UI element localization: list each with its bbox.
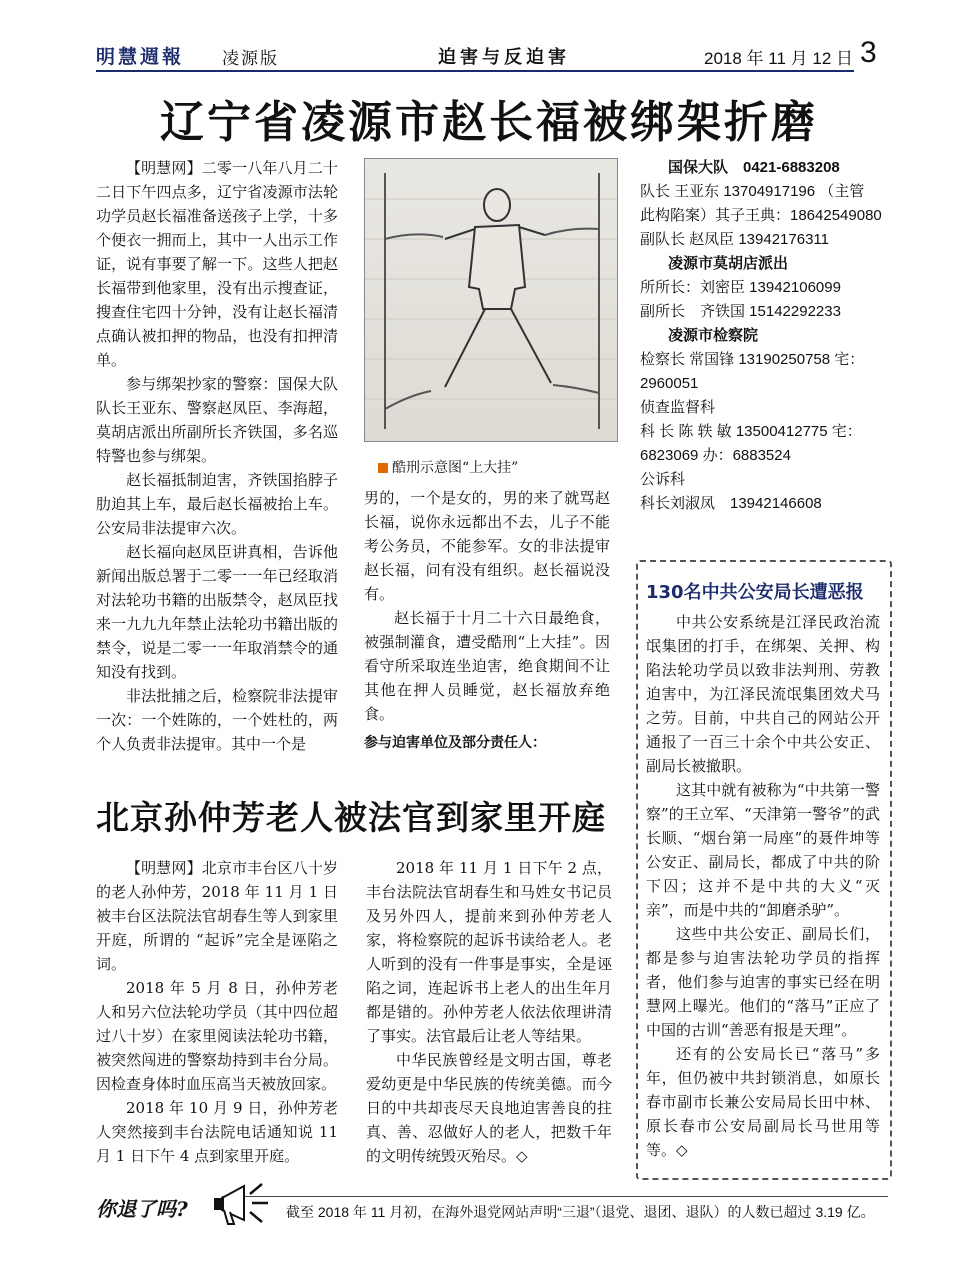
paragraph: 还有的公安局长已“落马”多年，但仍被中共封锁消息，如原长春市副市长兼公安局局长田中林、原长春市公安局副局长马世用等等。◇ — [646, 1045, 880, 1159]
paragraph: 中共公安系统是江泽民政治流氓集团的打手，在绑架、关押、构陷法轮功学员以致非法判刑、劳教迫害中，为江泽民流氓集团效犬马之劳。目前，中共自己的网站公开通报了一百三十余个中共公安正、副局长被撤职。 — [646, 613, 880, 775]
photo-caption — [378, 457, 518, 477]
torture-illustration — [364, 158, 618, 442]
paragraph: 赵长福于十月二十六日最绝食，被强制灌食，遭受酷刑“上大挂”。因看守所采取连坐迫害，绝食期间不让其他在押人员睡觉，赵长福放弃绝食。 — [364, 609, 610, 723]
contact-line: 副所长 齐铁国 15142292233 — [640, 303, 841, 320]
square-icon — [378, 463, 388, 473]
article2-column-d — [96, 856, 338, 1168]
contact-line: 所所长：刘密臣 13942106099 — [640, 279, 841, 296]
footer-rule — [222, 1196, 888, 1197]
sidebar-body — [646, 610, 880, 1162]
contact-line: 凌源市莫胡店派出 — [668, 255, 789, 272]
article2-title: 北京孙仲芳老人被法官到家里开庭 — [96, 798, 606, 837]
article1-column-a — [96, 156, 338, 756]
article1-column-b — [364, 486, 610, 726]
megaphone-icon — [210, 1176, 280, 1232]
edition-label: 凌源版 — [222, 49, 279, 69]
footer-text: 截至 2018 年 11 月初，在海外退党网站声明“三退”（退党、退团、退队）的人数已超过 3.19 亿。 — [286, 1204, 875, 1220]
contact-line: 侦查监督科 — [640, 399, 716, 416]
paragraph: 2018 年 10 月 9 日，孙仲芳老人突然接到丰台法院电话通知说 11 月 1 日下午 4 点到家里开庭。 — [96, 1099, 338, 1165]
contact-line: 队长 王亚东 13704917196 （主管 — [640, 183, 865, 200]
page-number: 3 — [860, 36, 877, 69]
article1-title: 辽宁省凌源市赵长福被绑架折磨 — [160, 97, 818, 148]
paragraph: 赵长福向赵凤臣讲真相，告诉他新闻出版总署于二零一一年已经取消对法轮功书籍的出版禁令，赵凤臣找来一九九九年禁止法轮功书籍出版的禁令，说是二零一一年取消禁令的通知没有找到。 — [96, 543, 338, 681]
paragraph: 赵长福抵制迫害，齐铁国掐脖子肋迫其上车，最后赵长福被抬上车。公安局非法提审六次。 — [96, 471, 338, 537]
contacts-list — [640, 156, 888, 516]
footer-slogan: 你退了吗? — [96, 1197, 188, 1221]
paragraph: 2018 年 11 月 1 日下午 2 点，丰台法院法官胡春生和马姓女书记员及另外四人，提前来到孙仲芳老人家，将检察院的起诉书读给老人。老人听到的没有一件事是事实，全是诬陷之词，连起诉书上老人的出生年月都是错的。孙仲芳老人依法依理讲清了事实。法官最后让老人等结果。 — [366, 859, 612, 1045]
issue-date: 2018 年 11 月 12 日 — [704, 49, 853, 68]
participants-heading: 参与迫害单位及部分责任人： — [364, 735, 546, 751]
paragraph: 这其中就有被称为“中共第一警察”的王立军、“天津第一警爷”的武长顺、“烟台第一局座”的聂件坤等公安正、副局长，都成了中共的阶下囚；这并不是中共的大义“灭亲”，而是中共的“卸磨杀驴”。 — [646, 781, 880, 919]
contact-line: 此构陷案）其子王典：18642549080 — [640, 207, 882, 224]
contact-line: 科长刘淑凤 13942146608 — [640, 495, 822, 512]
contact-line: 副队长 赵凤臣 13942176311 — [640, 231, 829, 248]
masthead: 明慧週報 — [96, 46, 185, 68]
paragraph: 非法批捕之后，检察院非法提审一次：一个姓陈的，一个姓杜的，两个人负责非法提审。其中一个是 — [96, 687, 338, 753]
paragraph: 【明慧网】二零一八年八月二十二日下午四点多，辽宁省凌源市法轮功学员赵长福准备送孩子上学，十多个便衣一拥而上，其中一人出示工作证，说有事要了解一下。这些人把赵长福带到他家里，没有出示搜查证，搜查住宅四十分钟，没有让赵长福清点确认被扣押的物品，也没有扣押清单。 — [96, 159, 338, 369]
contact-line: 6823069 办：6883524 — [640, 447, 791, 464]
sidebar-title: 130名中共公安局长遭恶报 — [646, 582, 864, 603]
torture-illustration-drawing — [365, 159, 618, 442]
paragraph: 中华民族曾经是文明古国，尊老爱幼更是中华民族的传统美德。而今日的中共却丧尽天良地迫害善良的拄真、善、忍做好人的老人，把数千年的文明传统毁灭殆尽。◇ — [366, 1051, 612, 1165]
paragraph: 参与绑架抄家的警察：国保大队队长王亚东、警察赵凤臣、李海超，莫胡店派出所副所长齐铁国，多名巡特警也参与绑架。 — [96, 375, 338, 465]
caption-text: 酷刑示意图“上大挂” — [392, 460, 519, 476]
contact-line: 公诉科 — [640, 471, 686, 488]
paragraph: 【明慧网】北京市丰台区八十岁的老人孙仲芳，2018 年 11 月 1 日被丰台区法院法官胡春生等人到家里开庭，所谓的 “起诉”完全是诬陷之词。 — [96, 859, 338, 973]
paragraph: 这些中共公安正、副局长们，都是参与迫害法轮功学员的指挥者，他们参与迫害的事实已经在明慧网上曝光。他们的“落马”正应了中国的古训“善恶有报是天理”。 — [646, 925, 880, 1039]
contact-line: 2960051 — [640, 375, 699, 392]
article2-column-e — [366, 856, 612, 1168]
section-title: 迫害与反迫害 — [438, 47, 570, 68]
contact-line: 科 长 陈 轶 敏 13500412775 宅： — [640, 423, 862, 440]
contact-line: 检察长 常国锋 13190250758 宅： — [640, 351, 865, 368]
paragraph: 男的，一个是女的，男的来了就骂赵长福，说你永远都出不去，儿子不能考公务员，不能参军。女的非法提审赵长福，问有没有组织。赵长福说没有。 — [364, 489, 610, 603]
contact-line: 凌源市检察院 — [668, 327, 759, 344]
contact-line: 国保大队 0421-6883208 — [668, 159, 840, 176]
paragraph: 2018 年 5 月 8 日，孙仲芳老人和另六位法轮功学员（其中四位超过八十岁）在家里阅读法轮功书籍，被突然闯进的警察劫持到丰台分局。因检查身体时血压高当天被放回家。 — [96, 979, 338, 1093]
header-rule — [96, 70, 854, 72]
